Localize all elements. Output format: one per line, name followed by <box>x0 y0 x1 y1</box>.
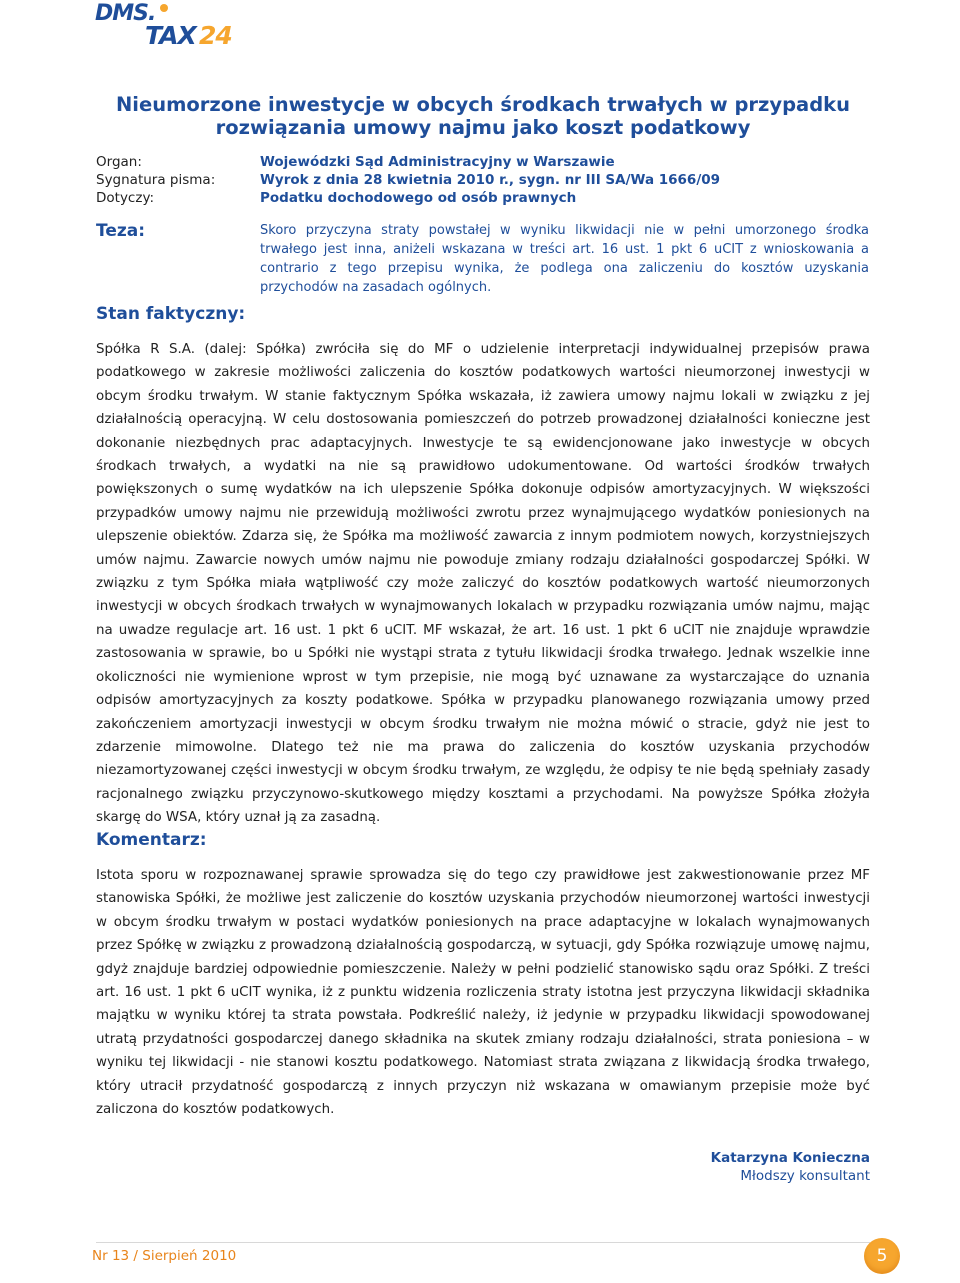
document-title: Nieumorzone inwestycje w obcych środkach trwałych w przypadku rozwiązania umowy najmu jako koszt podatkowy <box>115 93 851 139</box>
sygnatura-value: Wyrok z dnia 28 kwietnia 2010 r., sygn. nr III SA/Wa 1666/09 <box>260 172 721 188</box>
svg-text:DMS.: DMS. <box>95 1 156 26</box>
dotyczy-value: Podatku dochodowego od osób prawnych <box>260 190 577 206</box>
footer-divider <box>96 1242 870 1243</box>
svg-text:TAX: TAX <box>145 21 196 50</box>
page-number-badge: 5 <box>864 1238 900 1274</box>
teza-text: Skoro przyczyna straty powstałej w wyniku likwidacji nie w pełni umorzonego środka trwałego jest inna, aniżeli wskazana w treści art. 16 ust. 1 pkt 6 uCIT z wnioskowania a contrario z tego przepisu wynika, że podlega ona zaliczeniu do kosztów uzyskania przychodów na zasadach ogólnych. <box>260 223 869 295</box>
stan-faktyczny-text: Spółka R S.A. (dalej: Spółka) zwróciła się do MF o udzielenie interpretacji indywidualnej przepisów prawa podatkowego w zakresie możliwości zaliczenia do kosztów podatkowych wartości nieumorzonej inwestycji w obcym środku trwałym. W stanie faktycznym Spółka wskazała, iż zawiera umowy najmu lokali w związku z jej działalnością operacyjną. W celu dostosowania pomieszczeń do potrzeb prowadzonej działalności konieczne jest dokonanie niezbędnych prac adaptacyjnych. Inwestycje te są ewidencjonowane jako inwestycje w obcych środkach trwałych, a wydatki na nie są prawidłowo udokumentowane. Od wartości środków trwałych powiększonych o sumę wydatków na ich ulepszenie Spółka dokonuje odpisów amortyzacyjnych. W większości przypadków umowy najmu nie przewidują możliwości zwrotu przez wynajmującego wydatków poniesionych na ulepszenie obiektów. Zdarza się, że Spółka ma możliwość zawarcia z innym podmiotem nowych, korzystniejszych umów najmu. Zawarcie nowych umów najmu nie powoduje zmiany rodzaju działalności gospodarczej Spółki. W związku z tym Spółka miała wątpliwość czy może zaliczyć do kosztów podatkowych wartość nieumorzonych inwestycji w obcych środkach trwałych w wynajmowanych lokalach w przypadku rozwiązania umów najmu, mając na uwadze regulacje art. 16 ust. 1 pkt 6 uCIT. MF wskazał, że art. 16 ust. 1 pkt 6 uCIT nie znajduje wprawdzie zastosowania w sprawie, bo u Spółki nie wystąpi strata z tytułu likwidacji środka trwałego. Jednak wszelkie inne okoliczności nie wymienione wprost w tym przepisie, nie mogą być uznawane za wystarczające do uznania odpisów amortyzacyjnych za koszty podatkowe. Spółka w przypadku planowanego rozwiązania umowy przed zakończeniem amortyzacji inwestycji w obcym środku trwałym nie można mówić o stracie, gdyż nie jest to zdarzenie mimowolne. Dlatego też nie ma prawa do zaliczenia do kosztów uzyskania przychodów niezamortyzowanej części inwestycji w obcym środku trwałym, ze względu, że odpisy te nie będą spełniały zasady racjonalnego związku przyczynowo-skutkowego między kosztami a przychodami. Na powyższe Spółka złożyła skargę do WSA, który uznał ją za zasadną. <box>96 342 870 826</box>
dotyczy-label: Dotyczy: <box>96 190 155 206</box>
dms-tax24-logo-graphic <box>95 0 245 50</box>
sygnatura-label: Sygnatura pisma: <box>96 172 216 188</box>
signature-name: Katarzyna Konieczna <box>710 1150 870 1166</box>
svg-text:24: 24 <box>199 21 232 50</box>
footer-issue: Nr 13 / Sierpień 2010 <box>92 1248 237 1264</box>
dms-tax24-logo <box>95 0 245 50</box>
komentarz-heading: Komentarz: <box>96 830 207 850</box>
teza-label: Teza: <box>96 221 146 241</box>
signature-role: Młodszy konsultant <box>740 1168 870 1184</box>
organ-value: Wojewódzki Sąd Administracyjny w Warszawie <box>260 154 615 170</box>
komentarz-text: Istota sporu w rozpoznawanej sprawie sprowadza się do tego czy prawidłowe jest zakwestionowanie przez MF stanowiska Spółki, że możliwe jest zaliczenie do kosztów uzyskania przychodów nieumorzonej wartości inwestycji w obcym środku trwałym w postaci wydatków poniesionych na prace adaptacyjne w lokalach wynajmowanych przez Spółkę w związku z prowadzoną działalnością gospodarczą, w sytuacji, gdy Spółka rozwiązuje umowę najmu, gdyż znajduje bardziej odpowiednie pomieszczenie. Należy w pełni podzielić stanowisko sądu oraz Spółki. Z treści art. 16 ust. 1 pkt 6 uCIT wynika, iż z punktu widzenia rozliczenia straty istotna jest przyczyna likwidacji składnika majątku w wyniku której ta strata powstała. Podkreślić należy, iż jedynie w przypadku likwidacji spowodowanej utratą przydatności gospodarczej danego składnika na skutek zmiany rodzaju działalności, strata poniesiona – w wyniku tej likwidacji - nie stanowi kosztu podatkowego. Natomiast strata związana z likwidacją środka trwałego, który utracił przydatność gospodarczą z innych przyczyn niż wskazana w omawianym przepisie może być zaliczona do kosztów podatkowych. <box>96 868 870 1118</box>
organ-label: Organ: <box>96 154 142 170</box>
stan-faktyczny-heading: Stan faktyczny: <box>96 304 246 324</box>
